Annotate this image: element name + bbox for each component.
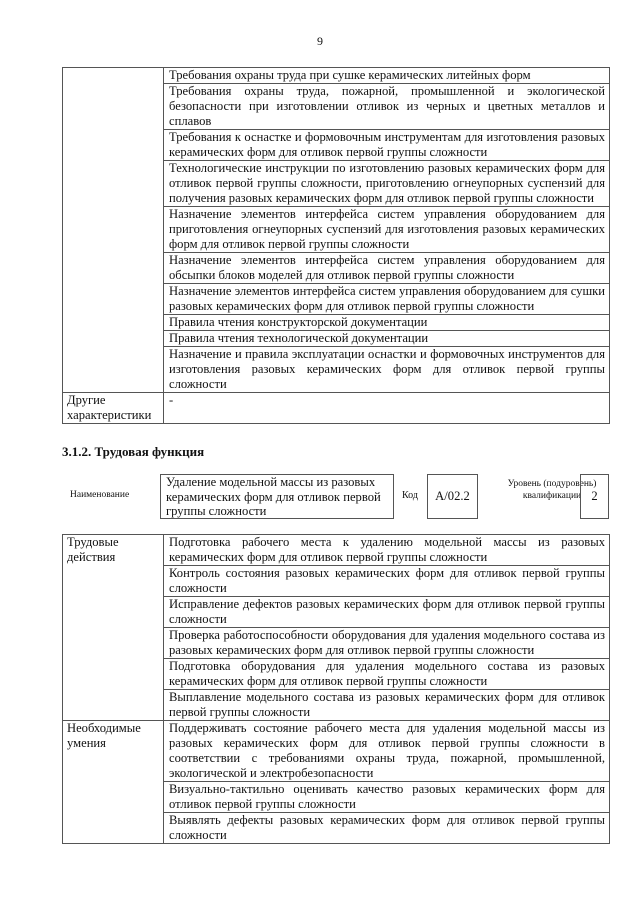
row-item: Назначение элементов интерфейса систем управления оборудованием для приготовления огнеупорных суспензий для изготовления разовых керамических форм для отливок первой группы сложности [164,207,610,253]
row-label: Трудовые действия [63,535,164,721]
row-item: Контроль состояния разовых керамических форм для отливок первой группы сложности [164,566,610,597]
row-item: Технологические инструкции по изготовлению разовых керамических форм для отливок первой группы сложности, приготовлению огнеупорных суспензий для получения разовых керамических форм для отливок первой группы сложности [164,161,610,207]
table-row [63,721,610,782]
code-value: А/02.2 [427,474,478,519]
row-item: Выявлять дефекты разовых керамических форм для отливок первой группы сложности [164,813,610,844]
row-item: Визуально-тактильно оценивать качество разовых керамических форм для отливок первой группы сложности [164,782,610,813]
row-item: - [164,393,610,424]
level-label: Уровень (подуровень) квалификации [507,479,597,501]
row-item: Требования охраны труда, пожарной, промышленной и экологической безопасности при изготовлении отливок из черных и цветных металлов и сплавов [164,84,610,130]
row-item: Правила чтения конструкторской документации [164,315,610,331]
row-item: Поддерживать состояние рабочего места для удаления модельной массы из разовых керамических форм для отливок первой группы сложности в соответствии с требованиями охраны труда, пожарной, промышленной, экологической и электробезопасности [164,721,610,782]
row-item: Правила чтения технологической документации [164,331,610,347]
table-row [63,393,610,424]
row-item: Назначение элементов интерфейса систем управления оборудованием для сушки разовых керамических форм для отливок первой группы сложности [164,284,610,315]
knowledge-table [62,67,610,424]
row-item: Подготовка оборудования для удаления модельного состава из разовых керамических форм для отливок первой группы сложности [164,659,610,690]
labor-function-table [62,534,610,844]
row-item: Исправление дефектов разовых керамических форм для отливок первой группы сложности [164,597,610,628]
name-value: Удаление модельной массы из разовых керамических форм для отливок первой группы сложности [160,474,394,519]
row-item: Подготовка рабочего места к удалению модельной массы из разовых керамических форм для отливок первой группы сложности [164,535,610,566]
row-label: Необходимые умения [63,721,164,844]
level-value: 2 [580,474,609,519]
row-item: Назначение и правила эксплуатации оснастки и формовочных инструментов для изготовления разовых керамических форм для отливок первой группы сложности [164,347,610,393]
row-label [63,68,164,393]
section-heading: 3.1.2. Трудовая функция [62,444,205,459]
page-number: 9 [317,34,323,48]
code-label: Код [402,490,418,501]
row-item: Требования к оснастке и формовочным инструментам для изготовления разовых керамических форм для отливок первой группы сложности [164,130,610,161]
name-label: Наименование [70,490,130,500]
row-item: Проверка работоспособности оборудования для удаления модельного состава из разовых керамических форм для отливок первой группы сложности [164,628,610,659]
function-header [62,474,610,518]
row-label: Другие характеристики [63,393,164,424]
row-item: Выплавление модельного состава из разовых керамических форм для отливок первой группы сложности [164,690,610,721]
table-row [63,68,610,84]
table-row [63,535,610,566]
row-item: Назначение элементов интерфейса систем управления оборудованием для обсыпки блоков моделей для отливок первой группы сложности [164,253,610,284]
row-item: Требования охраны труда при сушке керамических литейных форм [164,68,610,84]
